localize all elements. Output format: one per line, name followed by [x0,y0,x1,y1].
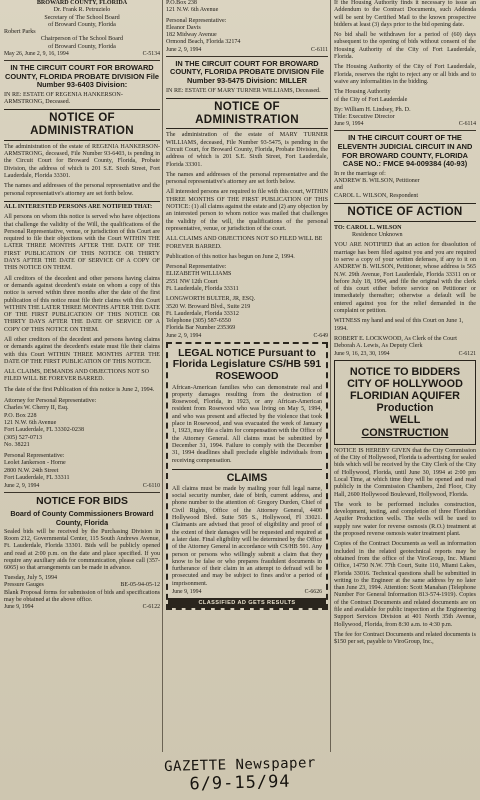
ad-reference: C-6111 [311,46,328,53]
notice-line: Chairperson of The School Board [40,36,124,43]
notice-line: P.O.Box 238 [166,0,197,6]
notice-paragraph: WITNESS my hand and seal of this Court on June 1, 1994. [334,318,464,332]
publication-dates: June 9, 1994 [4,604,34,611]
attorney-line: LONGWORTH BULTER, JR, ESQ. [166,296,256,303]
clerk-line: ROBERT E. LOCKWOOD, As Clerk of the Court [334,335,457,342]
separator [334,130,476,131]
handwritten-source-note: GAZETTE Newspaper [163,755,317,775]
representative-block [166,264,328,293]
notice-to-bidders-heading [334,360,476,445]
notice-line: Dr. Frank R. Petruzielo [53,7,111,14]
housing-signature [334,89,476,127]
notice-line: Ormond Beach, Florida 32174 [166,39,241,46]
representative-block [4,453,160,482]
housing-paragraph: The Housing Authority of the City of Fort Lauderdale, Florida, reserves the right to reject any or all bids and to waive any informalities in the bidding. [334,64,476,85]
notice-paragraph: The date of the first Publication of this notice is June 2, 1994. [4,386,155,393]
notice-line: Personal Representative: [166,17,227,24]
ad-reference: C-6626 [304,588,322,595]
attorney-line: P.O. Box 228 [4,412,37,419]
bidders-title-line: WELL [389,414,421,427]
attorney-line: Fort Lauderdale, FL 33302-0238 [4,427,84,434]
court-heading: IN THE CIRCUIT COURT FOR BROWARD COUNTY, FLORIDA PROBATE DIVISION File Number 93-6403 Division: [5,63,159,90]
party-line: ANDREW B. WILSON, Petitioner [334,178,420,185]
notice-paragraph: ALL CLAIMS AND OBJECTIONS NOT SO FILED WILL BE FOREVER BARRED. [166,236,323,250]
representative-line: Personal Representative: [4,453,65,460]
claims-paragraph: All claims must be made by mailing your full legal name, social security number, date of birth, current address, and phone number to the attention of: Gregory Durden, Chief of Civil Rights, Office of the Attorney General, 4400 Hollywood Blvd. Suite 505 S., Hollywood, Fl 33021. Claimants are advised that proof of eligibility and proof of the extent of their damages will be requested and required at a later date. Final eligibility will be determined by the Office of the Attorney General in accordance with CS/HB 591. Any person or persons who willingly submit a claim that they know to be false or who prepares fraudulent documents in furtherance of their claim in an attempt to defraud will be prosecuted and may be subject to fines and/or a period of imprisonment. [172,485,322,587]
bidders-paragraph: Copies of the Contract Documents as well as information included in the related geotechnical reports may be obtained from the office of the ViroGroup, Inc. Miami Office, 14750 N.W. 77th Court, Suite 110, Miami Lakes, Florida 33016. Technical questions shall be submitted in writing to the Engineer at the same address by no later than June 23, 1994. Attention: Scott Manahan (Telephone Number For General Information 813-574-1919). Copies of the Contract Documents and related documents are on file and available for public inspection at the Engineering Support Services Division at 401 North 35th Avenue, Hollywood, Florida, from 8:30 a.m. to 4:30 p.m. [334,541,476,628]
notice-line: 182 Midway Avenue [166,32,217,39]
column-left [4,0,160,750]
bidders-paragraph: NOTICE IS HEREBY GIVEN that the City Commission of the City of Hollywood, Florida is advertising for sealed bids which will be received by the City Clerk of the City of Hollywood, Florida, until June 30, 1994 at 2:00 pm Local Time, at which time they will be opened and read publicly in the Commission Chambers, 2nd Floor, City Hall, 2600 Hollywood Boulevard, Hollywood, Florida. [334,447,476,498]
housing-paragraph: If the Housing Authority finds it necessary to issue an Addendum to the Contract Documents, such Addenda will be sent by Certified Mail to the known prospective bidders at least (3) days prior to the bid opening date. [334,0,476,28]
attorney-line: 3520 W. Broward Blvd., Suite 219 [166,303,251,310]
publication-dates: June 9, 1994 [334,121,364,128]
rosewood-legal-notice [166,342,328,610]
notice-paragraph: ALL CLAIMS, DEMANDS AND OBJECTIONS NOT SO FILED WILL BE FOREVER BARRED. [4,369,150,383]
bids-subtitle: Board of County Commissioners Broward County, Florida [10,508,154,527]
notice-paragraph: The names and addresses of the personal representative and the personal representative's attorney are set forth below. [166,171,328,186]
bids-paragraph: Blank Proposal forms for submission of bids and specifications may be obtained at the above office. [4,589,160,604]
notice-paragraph: All creditors of the decedent and other persons having claims or demands against decedent's estate on whom a copy of this notice is served within three months after the date of the first publication of this notice must file their claims with this Court WITHIN THE LATER THREE MONTHS AFTER THE DATE OF THE FIRST PUBLICATION OF THIS NOTICE OR THIRTY DAYS AFTER THE DATE OF SERVICE OF A COPY OF THIS NOTICE ON THEM. [4,275,160,333]
party-line: and [334,185,343,192]
attorney-line: Charles W. Cherry II, Esq. [4,405,69,412]
representative-line: 2551 NW 12th Court [166,278,218,285]
notice-line: Secretary of The School Board [44,14,120,21]
notice-paragraph: All persons on whom this notice is served who have objections that challenge the validity of the Will, the qualifications of the Personal Representative, venue, or jurisdiction of this Court are required to file their objections with the Court WITHIN THE LATER THREE MONTHS AFTER THE DATE OF THE FIRST PUBLICATION OF THIS NOTICE OR THIRTY DAYS AFTER THE DATE OF SERVICE OF A COPY OF THIS NOTICE ON THEM. [4,214,160,272]
attorney-line: No. 38221 [4,441,30,448]
notice-paragraph: All interested persons are required to file with this court, WITHIN THREE MONTHS OF THE FIRST PUBLICATION OF THIS NOTICE: (1) all claims against the estate and (2) any objection by an interested person to whom notice was mailed that challenges the validity of the will, the qualifications of the personal representative, venue, or jurisdiction of the court. [166,189,328,232]
attorney-line: 121 N.W. 6th Avenue [4,419,57,426]
publication-dates: June 2, 9, 1994 [166,46,202,53]
bidders-title-line: NOTICE TO BIDDERS [349,365,461,378]
bids-title: NOTICE FOR BIDS [36,496,128,508]
publication-dates: May 26, June 2, 9, 16, 1994 [4,51,69,58]
attorney-line: Telephone (305) 587-6550 [166,318,231,325]
attorney-line: (305) 527-0713 [4,434,43,441]
estate-line: IN RE: ESTATE OF MARY TURNER WILLIAMS, Deceased. [166,87,321,94]
notice-paragraph: All other creditors of the decedent and persons having claims or demands against the decedent's estate must file their claims with this Court WITHIN THREE MONTHS AFTER THE DATE OF THE FIRST PUBLICATION OF THIS NOTICE. [4,336,160,365]
estate-line: IN RE: ESTATE OF REGENIA HANKERSON-ARMSTRONG, Deceased. [4,91,123,106]
representative-line: Ft. Lauderdale, Florida 33311 [166,286,239,292]
bids-code: BE-05-94-05-12 [120,581,160,588]
publication-dates: June 2, 9, 1994 [166,332,202,339]
attorney-block [166,296,328,332]
separator [4,60,160,61]
notice-recipient: TO: CAROL L. WILSON [334,224,402,231]
attorney-line: Attorney for Personal Representative: [4,398,97,405]
notice-line: of Broward County, Florida [48,43,116,50]
bidders-title-block [338,366,472,439]
claims-title: CLAIMS [172,469,322,484]
bids-paragraph: Sealed bids will be received by the Purchasing Division in Room 212, Governmental Center, 115 South Andrews Avenue, Ft. Lauderdale, Florida 33301. Bids will be publicly opened and read at 2:00 p.m. on the date and place specified. If you require any auxiliary aids for communication, please call (357-6065) so that arrangements can be made in advance. [4,528,160,572]
party-line: In re the marriage of: [334,170,386,177]
legal-notice-title: LEGAL NOTICE Pursuant to Florida Legislature CS/HB 591 ROSEWOOD [172,347,322,382]
notice-recipient-residence: Residence Unknown [352,232,403,239]
bidders-title-line: CITY OF HOLLYWOOD [347,377,463,390]
housing-paragraph: No bid shall be withdrawn for a period of (60) days subsequent to the opening of bids without consent of the Housing Authority of the City of Fort Lauderdale, Florida. [334,32,476,61]
legal-notice-paragraph: African-American families who can demonstrate real and property damages resulting from the destruction of Rosewood, Florida, in 1923, or any African-American resident from Rosewood who was living on May 5, 1994, and who was present and affected by the violence that took place in Rosewood, and was evacuated the week of January 1, 1923, may file a claim for compensation with the Office of the Attorney General. All claims must be submitted by December 31, 1994. Failure to comply with the December 31, 1994 deadlines shall preclude eligible individuals from receiving compensation. [172,384,322,464]
signature-line: of the City of Fort Lauderdale [334,96,408,103]
classified-banner: CLASSIFIED AD GETS RESULTS [168,598,326,608]
publication-dates: June 9, 16, 23, 30, 1994 [334,350,390,357]
signature-line: The Housing Authority [334,89,391,96]
notice-line: of Broward County, Florida [48,21,116,28]
bidders-title-line: FLORIDIAN AQUIFER [350,389,460,402]
attorney-line: Ft. Lauderdale, Florida 33312 [166,310,239,317]
bidders-paragraph: The fee for Contract Documents and related documents is $150 per set, payable to ViroGroup, Inc., [334,631,476,646]
attorney-block [4,398,160,449]
notice-paragraph: The administration of the estate of MARY TURNER WILLIAMS, deceased, File Number 93-5475, is pending in the Circuit Court, for Broward County, Florida, Probate Division, the address of which is 201 S.E. Sixth Street, Fort Lauderdale, Florida 33301. [166,132,328,168]
notice-line: BROWARD COUNTY, FLORIDA [36,0,128,6]
notice-title: NOTICE OF ADMINISTRATION [166,98,328,130]
publication-dates: June 9, 1994 [172,588,202,595]
signature-line: By: William H. Lindsey, Ph. D. [334,106,411,113]
attorney-line: Florida Bar Number 235369 [166,325,236,332]
clerk-line: Deborah A. Lewis, As Deputy Clerk [334,343,423,350]
ad-reference: C-5134 [142,51,160,58]
representative-line: Leolet Jankerson - Horne [4,460,66,467]
notice-paragraph: The administration of the estate of REGENIA HANKERSON-ARMSTRONG, deceased, File Number 93-6403, is pending in the Circuit Court for Broward County, Florida, Probate Division, the address of which is 201 S.E. Sixth Street, Fort Lauderdale, Florida 33301. [4,143,160,180]
notice-title: NOTICE OF ACTION [334,203,476,222]
school-board-notice-tail [4,0,160,57]
bids-date: Tuesday, July 5, 1994 [4,574,58,581]
bids-item: Pressure Gauges [4,581,44,588]
notice-line: 121 N.W. 6th Avenue [166,7,219,14]
notice-paragraph: The names and addresses of the personal representative and the personal representative's attorney are set forth below. [4,183,160,197]
separator [166,56,328,57]
column-divider [162,0,163,752]
publication-dates: June 2, 9, 1994 [4,483,40,490]
representative-line: 2800 N.W. 24th Street [4,467,59,474]
column-divider [330,0,331,752]
bidders-title-line: Production [376,402,434,415]
representative-line: Personal Representative: [166,264,227,271]
signature-line: Title: Executive Director [334,114,395,121]
representative-line: ELIZABETH WILLIAMS [166,271,232,278]
notice-line: Robert Parks [4,29,36,36]
ad-reference: C-6121 [458,350,476,357]
notice-paragraph: ALL INTERESTED PERSONS ARE NOTIFIED THAT: [4,201,160,211]
ad-reference: C-6110 [142,483,160,490]
column-middle [166,0,328,750]
notice-line: Eleanor Davis [166,24,201,31]
handwritten-date-note: 6/9-15/94 [189,771,291,795]
party-line: CAROL L. WILSON, Respondent [334,192,419,199]
column-right [334,0,476,750]
ad-reference: C-6114 [458,121,476,128]
court-heading: IN THE CIRCUIT COURT OF THE ELEVENTH JUDICIAL CIRCUIT IN AND FOR BROWARD COUNTY, FLORIDA CASE NO.: FMCE 94-009384 (40-93) [337,133,473,169]
notice-paragraph: YOU ARE NOTIFIED that an action for dissolution of marriage has been filed against you and you are required to serve a copy of your written defenses, if any to it on ANDREW B. WILSON, Petitioner, whose address is 565 N.W. 29th Avenue, Fort Lauderdale, Florida 33311 on or before July 18, 1994, and file the original with the clerk of this court either before service on Petitioner or immediately thereafter; otherwise a default will be entered against you for the relief demanded in the complaint or petition. [334,242,476,315]
notice-title: NOTICE OF ADMINISTRATION [4,109,160,141]
ad-reference: C-649 [313,332,328,339]
bidders-paragraph: The work to be performed includes construction, development, testing, and completion of three Floridian Aquifer Production wells. The wells will be used to supply raw water for reverse osmosis (R.O.) treatment at the proposed reverse osmosis water treatment plant. [334,501,476,538]
bidders-title-line: CONSTRUCTION [361,426,449,439]
parties-block [334,171,476,200]
court-heading: IN THE CIRCUIT COURT FOR BROWARD COUNTY, FLORIDA PROBATE DIVISION File Number 93-5475 Division: MILLER [170,58,324,85]
notice-top-tail [166,0,328,53]
notice-paragraph: Publication of this notice has begun on June 2, 1994. [166,253,295,260]
representative-line: Fort Lauderdale, FL 33311 [4,475,70,482]
separator [4,492,160,493]
ad-reference: C-6122 [142,604,160,611]
